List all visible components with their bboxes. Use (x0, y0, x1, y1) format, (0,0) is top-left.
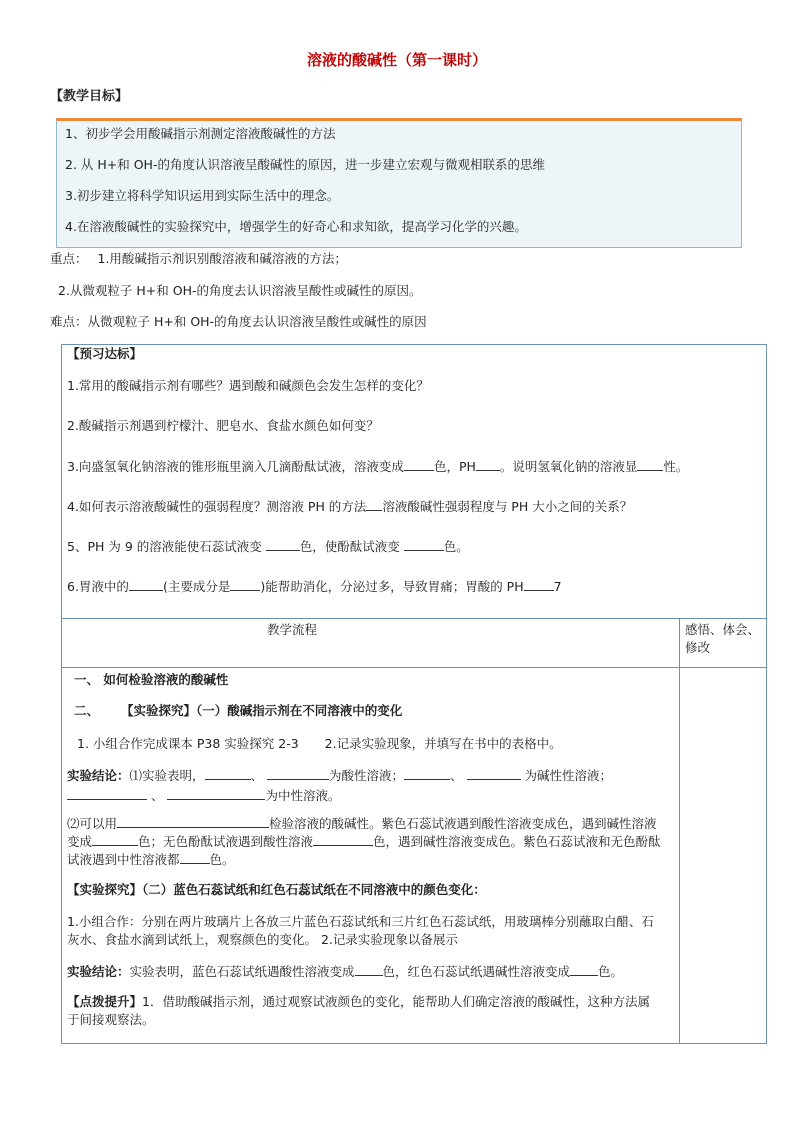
preview-heading: 【预习达标】 (67, 346, 143, 361)
blank[interactable] (404, 767, 450, 780)
blank[interactable] (313, 833, 373, 846)
col-header-notes: 感悟、体会、修改 (685, 622, 761, 656)
preview-q6: 6.胃液中的 (主要成分是 )能帮助消化，分泌过多，导致胃痛；胃酸的 PH 7 (67, 579, 562, 594)
preview-q4: 4.如何表示溶液酸碱性的强弱程度？测溶液 PH 的方法 溶液酸碱性强弱程度与 PH 大小之间的关系？ (67, 499, 633, 514)
difficulty: 难点：从微观粒子 H+和 OH-的角度去认识溶液呈酸性或碱性的原因 (50, 314, 427, 329)
goals-heading: 【教学目标】 (50, 89, 129, 104)
blank[interactable] (167, 787, 265, 800)
section-1: 一、 如何检验溶液的酸碱性 (74, 672, 229, 687)
blank[interactable] (524, 578, 554, 591)
conclusion-2: ⑵可以用 检验溶液的酸碱性。紫色石蕊试液遇到酸性溶液变成色，遇到碱性溶液变成 色；无色酚酞试液遇到酸性溶液 色，遇到碱性溶液变成色。紫色石蕊试液和无色酚酞试液遇到中性溶液都 色。 (67, 816, 661, 868)
blank[interactable] (637, 458, 663, 471)
blank[interactable] (92, 833, 138, 846)
key-points (50, 250, 347, 268)
blank[interactable] (129, 578, 163, 591)
conclusion-1: 实验结论：⑴实验表明， 、 为酸性溶液； 、 为碱性性溶液； (67, 768, 613, 783)
key-point-2: 2.从微观粒子 H+和 OH-的角度去认识溶液呈酸性或碱性的原因。 (58, 283, 422, 298)
blank[interactable] (117, 815, 269, 828)
group-work: 1.小组合作：分别在两片玻璃片上各放三片蓝色石蕊试纸和三片红色石蕊试纸，用玻璃棒分别蘸取白醋、石灰水、食盐水滴到试纸上，观察颜色的变化。 2.记录实验现象以备展示 (67, 914, 654, 948)
blank[interactable] (404, 538, 444, 551)
blank[interactable] (355, 963, 383, 976)
conclusion-3: 实验结论：实验表明，蓝色石蕊试纸遇酸性溶液变成 色，红色石蕊试纸遇碱性溶液变成 色。 (67, 964, 624, 979)
preview-box (61, 344, 767, 619)
conclusion-1-cont: 、 为中性溶液。 (67, 787, 341, 805)
key-label: 重点： (50, 251, 88, 266)
blank[interactable] (205, 767, 251, 780)
blank[interactable] (570, 963, 598, 976)
blank[interactable] (230, 578, 260, 591)
blank[interactable] (366, 498, 382, 511)
goal-item: 3.初步建立将科学知识运用到实际生活中的理念。 (65, 188, 340, 203)
goal-item: 1、初步学会用酸碱指示剂测定溶液酸碱性的方法 (65, 126, 336, 141)
goal-item: 4.在溶液酸碱性的实验探究中，增强学生的好奇心和求知欲，提高学习化学的兴趣。 (65, 219, 527, 234)
blank[interactable] (267, 767, 329, 780)
blank[interactable] (266, 538, 300, 551)
header-divider (62, 667, 767, 668)
blank[interactable] (476, 458, 500, 471)
page-title: 溶液的酸碱性（第一课时） (306, 51, 487, 69)
tip: 【点拨提升】1．借助酸碱指示剂，通过观察试液颜色的变化，能帮助人们确定溶液的酸碱性，这种方法属于间接观察法。 (67, 994, 650, 1028)
blank[interactable] (67, 787, 147, 800)
preview-q2: 2.酸碱指示剂遇到柠檬汁、肥皂水、食盐水颜色如何变？ (67, 418, 379, 433)
goals-box (56, 118, 742, 248)
blank[interactable] (404, 458, 434, 471)
preview-q3: 3.向盛氢氧化钠溶液的锥形瓶里滴入几滴酚酞试液，溶液变成 色，PH 。说明氢氧化钠的溶液显 性。 (67, 459, 689, 474)
preview-q5: 5、PH 为 9 的溶液能使石蕊试液变 色，使酚酞试液变 色。 (67, 539, 469, 554)
blank[interactable] (467, 767, 521, 780)
steps: 1. 小组合作完成课本 P38 实验探究 2-3 2.记录实验现象，并填写在书中的表格中。 (77, 736, 562, 751)
goal-item: 2. 从 H+和 OH-的角度认识溶液呈酸碱性的原因，进一步建立宏观与微观相联系的思维 (65, 157, 545, 172)
column-divider (679, 619, 680, 1043)
key-point-1: 1.用酸碱指示剂识别酸溶液和碱溶液的方法； (97, 251, 347, 266)
section-2-heading: 二、 【实验探究】（一）酸碱指示剂在不同溶液中的变化 (74, 703, 403, 718)
blank[interactable] (180, 851, 210, 864)
col-header-flow: 教学流程 (267, 622, 318, 637)
preview-q1: 1.常用的酸碱指示剂有哪些？遇到酸和碱颜色会发生怎样的变化？ (67, 378, 429, 393)
section-3-heading: 【实验探究】（二）蓝色石蕊试纸和红色石蕊试纸在不同溶液中的颜色变化： (67, 882, 486, 897)
teaching-flow-table (61, 619, 767, 1044)
